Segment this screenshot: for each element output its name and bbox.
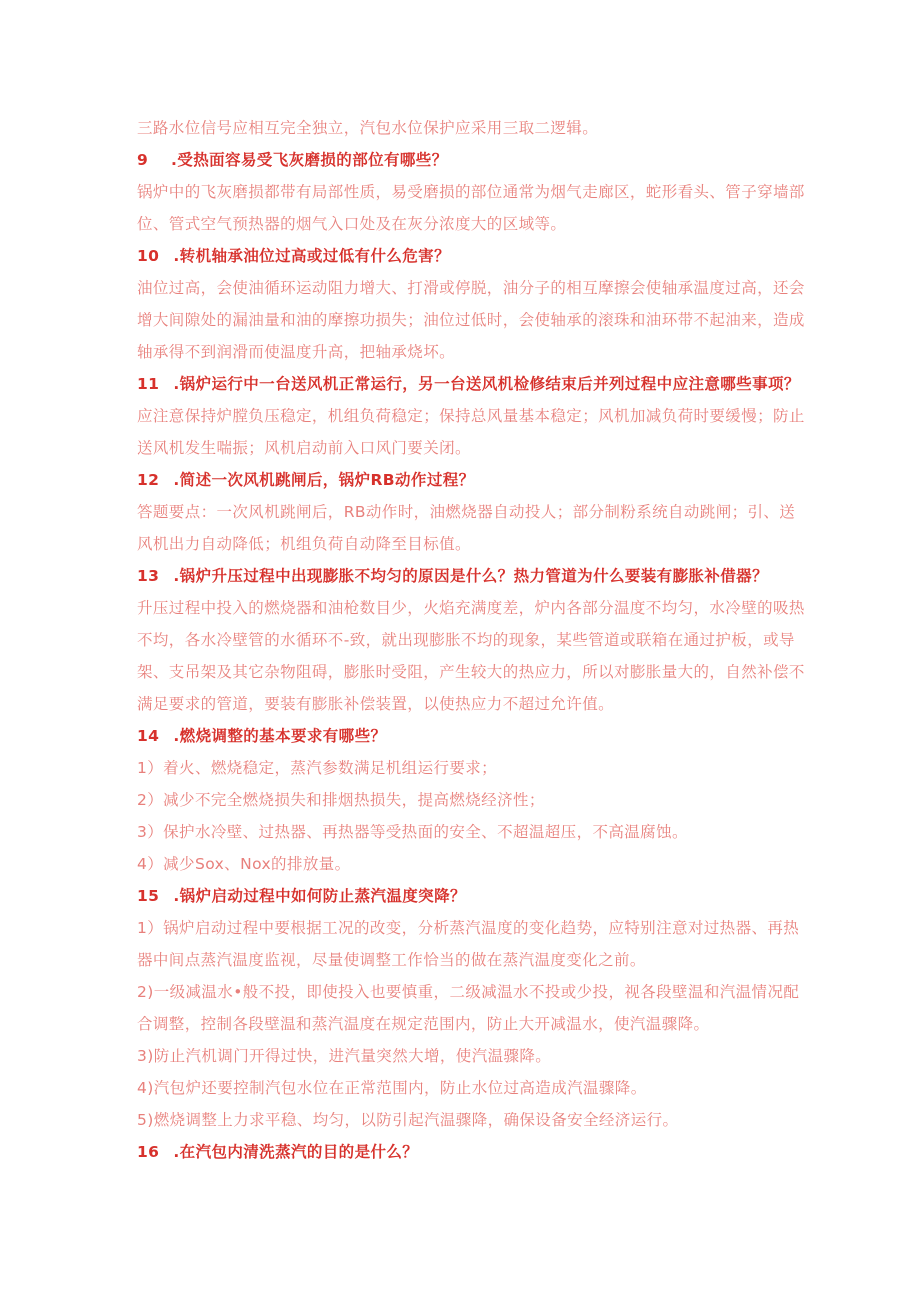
- question-line: [137, 880, 785, 912]
- question-number: 14: [137, 727, 160, 745]
- question-line: [137, 240, 785, 272]
- question-text: .在汽包内清洗蒸汽的目的是什么？: [173, 1143, 419, 1161]
- question-line: [137, 368, 800, 400]
- question-line: [137, 560, 785, 592]
- answer-line: 风机出力自动降低；机组负荷自动降至目标值。: [137, 535, 471, 553]
- answer-line: 增大间隙处的漏油量和油的摩擦功损失；油位过低时，会使轴承的滚珠和油环带不起油来，造成: [137, 311, 805, 329]
- question-line: [137, 464, 785, 496]
- question-line: [137, 1136, 785, 1168]
- question-line: [137, 144, 785, 176]
- answer-line: 升压过程中投入的燃烧器和油枪数目少，火焰充满度差，炉内各部分温度不均匀，水冷壁的吸热: [137, 599, 805, 617]
- document-page: [137, 112, 805, 1168]
- answer-line: 3)防止汽机调门开得过快，进汽量突然大增，使汽温骤降。: [137, 1047, 552, 1065]
- answer-line: 三路水位信号应相互完全独立，汽包水位保护应采用三取二逻辑。: [137, 119, 599, 137]
- answer-line: 4)汽包炉还要控制汽包水位在正常范围内，防止水位过高造成汽温骤降。: [137, 1079, 647, 1097]
- answer-line: 4）减少Sox、Nox的排放量。: [137, 855, 351, 873]
- question-text: .锅炉运行中一台送风机正常运行，另一台送风机检修结束后并列过程中应注意哪些事项？: [173, 375, 800, 393]
- question-number: 12: [137, 471, 160, 489]
- answer-line: 2)一级减温水•般不投，即使投入也要慎重，二级减温水不投或少投，视各段壁温和汽温情况配: [137, 983, 800, 1001]
- answer-line: 锅炉中的飞灰磨损都带有局部性质，易受磨损的部位通常为烟气走廊区，蛇形看头、管子穿墙部: [137, 183, 805, 201]
- answer-line: 轴承得不到润滑而使温度升高，把轴承烧坏。: [137, 343, 456, 361]
- answer-line: 器中间点蒸汽温度监视，尽量使调整工作恰当的做在蒸汽温度变化之前。: [137, 951, 646, 969]
- answer-line: 架、支吊架及其它杂物阻碍，膨胀时受阻，产生较大的热应力，所以对膨胀量大的，自然补偿不: [137, 663, 805, 681]
- question-number: 15: [137, 887, 160, 905]
- question-text: .转机轴承油位过高或过低有什么危害？: [173, 247, 450, 265]
- answer-line: 1）着火、燃烧稳定，蒸汽参数满足机组运行要求；: [137, 759, 498, 777]
- question-text: .简述一次风机跳闸后，锅炉RB动作过程？: [173, 471, 475, 489]
- question-number: 10: [137, 247, 160, 265]
- answer-line: 3）保护水冷壁、过热器、再热器等受热面的安全、不超温超压，不高温腐蚀。: [137, 823, 688, 841]
- answer-line: 应注意保持炉膛负压稳定，机组负荷稳定；保持总风量基本稳定；风机加减负荷时要缓慢；防止: [137, 407, 805, 425]
- question-text: .燃烧调整的基本要求有哪些？: [173, 727, 387, 745]
- answer-line: 合调整，控制各段壁温和蒸汽温度在规定范围内，防止大开减温水，使汽温骤降。: [137, 1015, 710, 1033]
- answer-line: 1）锅炉启动过程中要根据工况的改变，分析蒸汽温度的变化趋势，应特别注意对过热器、再热: [137, 919, 800, 937]
- question-text: .锅炉启动过程中如何防止蒸汽温度突降？: [173, 887, 466, 905]
- answer-line: 满足要求的管道，要装有膨胀补偿装置，以使热应力不超过允许值。: [137, 695, 615, 713]
- question-number: 13: [137, 567, 160, 585]
- question-number: 16: [137, 1143, 160, 1161]
- answer-line: 位、管式空气预热器的烟气入口处及在灰分浓度大的区域等。: [137, 215, 567, 233]
- answer-line: 答题要点：一次风机跳闸后，RB动作时，油燃烧器自动投人；部分制粉系统自动跳闸；引、送: [137, 503, 796, 521]
- answer-line: 油位过高，会使油循环运动阻力增大、打滑或停脱，油分子的相互摩擦会使轴承温度过高，还会: [137, 279, 805, 297]
- question-number: 9: [137, 151, 149, 169]
- answer-line: 2）减少不完全燃烧损失和排烟热损失，提高燃烧经济性；: [137, 791, 545, 809]
- question-line: [137, 720, 785, 752]
- question-text: .锅炉升压过程中出现膨胀不均匀的原因是什么？热力管道为什么要装有膨胀补借器？: [173, 567, 768, 585]
- answer-line: 送风机发生喘振；风机启动前入口风门要关闭。: [137, 439, 471, 457]
- question-text: .受热面容易受飞灰磨损的部位有哪些？: [171, 151, 448, 169]
- question-number: 11: [137, 375, 160, 393]
- answer-line: 不均，各水冷壁管的水循环不-致，就出现膨胀不均的现象，某些管道或联箱在通过护板，或导: [137, 631, 795, 649]
- answer-line: 5)燃烧调整上力求平稳、均匀，以防引起汽温骤降，确保设备安全经济运行。: [137, 1111, 679, 1129]
